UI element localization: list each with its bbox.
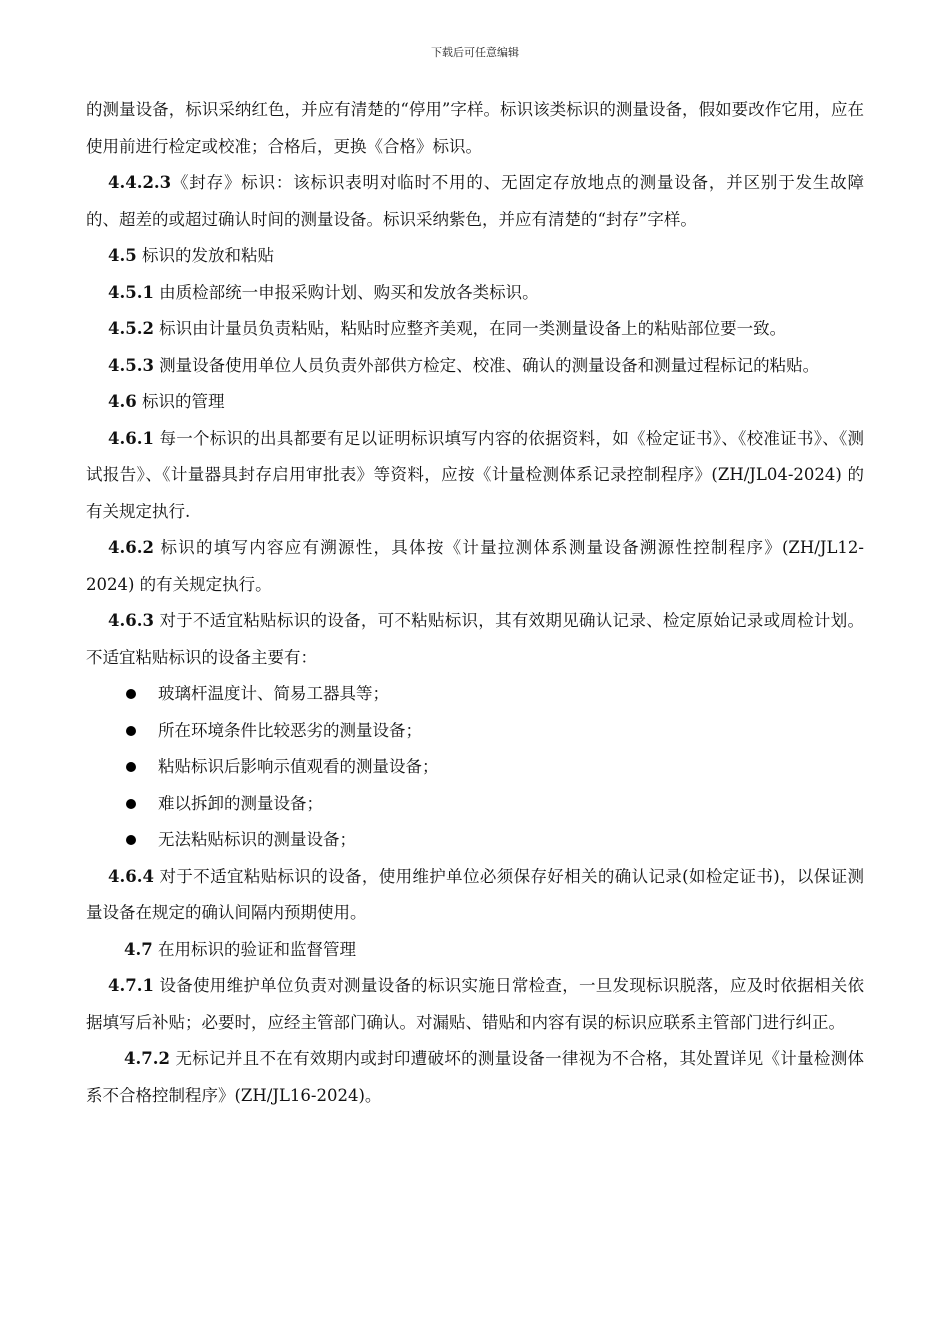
page-header: 下载后可任意编辑	[431, 46, 519, 59]
list-item: 粘贴标识后影响示值观看的测量设备；	[86, 749, 864, 786]
section-heading-4-6	[86, 384, 864, 421]
clause-number: 4.5.1	[108, 282, 154, 302]
list-item: 玻璃杆温度计、简易工器具等；	[86, 676, 864, 713]
clause-number: 4.6.1	[108, 428, 154, 448]
clause-number: 4.7.1	[108, 976, 154, 995]
paragraph-text: 无标记并且不在有效期内或封印遭破坏的测量设备一律视为不合格，其处置详见《计量检测体系不合格控制程序》(ZH/JL16-2024)。	[86, 1049, 864, 1105]
paragraph-4-5-1	[86, 275, 864, 312]
list-item: 难以拆卸的测量设备；	[86, 786, 864, 823]
paragraph-text: 测量设备使用单位人员负责外部供方检定、校准、确认的测量设备和测量过程标记的粘贴。	[153, 355, 820, 375]
paragraph-text: 对于不适宜粘贴标识的设备，可不粘贴标识，其有效期见确认记录、检定原始记录或周检计划。不适宜粘贴标识的设备主要有：	[86, 611, 864, 667]
clause-number: 4.6	[108, 392, 137, 411]
clause-number: 4.7.2	[124, 1049, 170, 1068]
clause-number: 4.5.2	[108, 319, 154, 338]
clause-number: 4.5	[108, 246, 137, 265]
clause-number: 4.5.3	[108, 355, 154, 375]
document-body	[86, 92, 864, 1114]
clause-number: 4.6.3	[108, 611, 154, 630]
bullet-list	[86, 676, 864, 859]
paragraph-text: 标识的填写内容应有溯源性，具体按《计量拉测体系测量设备溯源性控制程序》(ZH/JL12-2024) 的有关规定执行。	[86, 538, 864, 594]
paragraph-text: 对于不适宜粘贴标识的设备，使用维护单位必须保存好相关的确认记录(如检定证书)，以保证测量设备在规定的确认间隔内预期使用。	[86, 866, 864, 922]
clause-number: 4.6.4	[108, 866, 154, 886]
paragraph-4-7-2	[86, 1041, 864, 1114]
list-item: 无法粘贴标识的测量设备；	[86, 822, 864, 859]
paragraph-text: 设备使用维护单位负责对测量设备的标识实施日常检查，一旦发现标识脱落，应及时依据相关依据填写后补贴；必要时，应经主管部门确认。对漏贴、错贴和内容有误的标识应联系主管部门进行纠正。	[86, 976, 864, 1032]
clause-number: 4.6.2	[108, 538, 154, 557]
paragraph-4-5-3	[86, 348, 864, 385]
paragraph-4-6-1	[86, 421, 864, 531]
paragraph-text: 标识由计量员负责粘贴，粘贴时应整齐美观，在同一类测量设备上的粘贴部位要一致。	[153, 319, 787, 338]
paragraph-text: 的测量设备，标识采纳红色，并应有清楚的“停用”字样。标识该类标识的测量设备，假如要改作它用，应在使用前进行检定或校准；合格后，更换《合格》标识。	[86, 100, 864, 156]
clause-number: 4.4.2.3	[108, 173, 172, 192]
paragraph-4-6-4	[86, 859, 864, 932]
paragraph-text: 由质检部统一申报采购计划、购买和发放各类标识。	[153, 282, 539, 302]
heading-text: 标识的发放和粘贴	[136, 246, 274, 265]
clause-number: 4.7	[124, 939, 153, 959]
section-heading-4-7	[86, 932, 864, 969]
paragraph-4-7-1	[86, 968, 864, 1041]
paragraph-4-6-3	[86, 603, 864, 676]
paragraph-continued	[86, 92, 864, 165]
paragraph-4-5-2	[86, 311, 864, 348]
paragraph-text: 《封存》标识：该标识表明对临时不用的、无固定存放地点的测量设备，并区别于发生故障的、超差的或超过确认时间的测量设备。标识采纳紫色，并应有清楚的“封存”字样。	[86, 173, 864, 229]
paragraph-4-6-2	[86, 530, 864, 603]
section-heading-4-5	[86, 238, 864, 275]
paragraph-4-4-2-3	[86, 165, 864, 238]
paragraph-text: 每一个标识的出具都要有足以证明标识填写内容的依据资料，如《检定证书》、《校准证书》、《测试报告》、《计量器具封存启用审批表》等资料，应按《计量检测体系记录控制程序》(ZH/JL04-2024) 的有关规定执行.	[86, 428, 864, 521]
heading-text: 在用标识的验证和监督管理	[152, 939, 356, 959]
list-item: 所在环境条件比较恶劣的测量设备；	[86, 713, 864, 750]
heading-text: 标识的管理	[136, 392, 225, 411]
